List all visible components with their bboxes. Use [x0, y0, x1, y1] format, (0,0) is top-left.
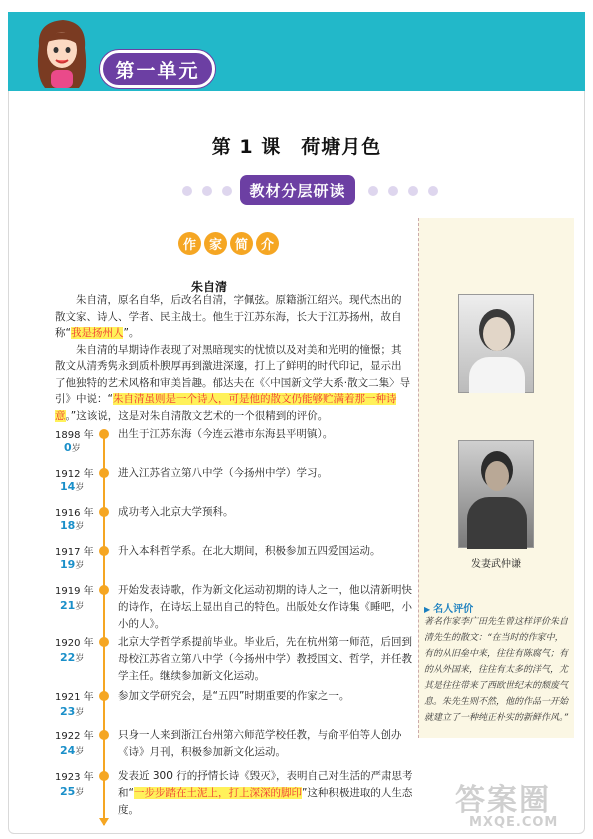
- timeline-text: 北京大学哲学系提前毕业。毕业后，先在杭州第一师范，后回到母校江苏省立第八中学（今扬州中学）教授国文、哲学，并任教学主任。继续参加新文化运动。: [118, 636, 412, 682]
- timeline-dot: [99, 585, 109, 595]
- timeline-age: 21岁: [60, 599, 85, 612]
- timeline-text: 只身一人来到浙江台州第六师范学校任教，与俞平伯等人创办《诗》月刊，积极参加新文化运动。: [118, 729, 402, 758]
- timeline-dot: [99, 637, 109, 647]
- author-intro-char: 介: [256, 232, 279, 255]
- header-band: [8, 8, 585, 91]
- timeline-text: 成功考入北京大学预科。: [118, 506, 234, 518]
- timeline-text: 出生于江苏东海（今连云港市东海县平明镇）。: [118, 428, 334, 440]
- bio-paragraph-1: 朱自清，原名自华，后改名自清，字佩弦。原籍浙江绍兴。现代杰出的散文家、诗人、学者、民主战士。他生于江苏东海，长大于江苏扬州，故自称“我是扬州人”。: [55, 294, 402, 339]
- timeline-age: 22岁: [60, 651, 85, 664]
- timeline-age: 0岁: [64, 441, 81, 454]
- timeline-dot: [99, 546, 109, 556]
- timeline-dot: [99, 771, 109, 781]
- timeline-year: 1916 年: [55, 508, 94, 519]
- timeline-age: 24岁: [60, 744, 85, 757]
- timeline-age: 18岁: [60, 519, 85, 532]
- timeline-line: [103, 430, 105, 825]
- author-portrait: [458, 294, 534, 393]
- review-heading: ▶ 名人评价: [424, 600, 473, 615]
- timeline-age: 14岁: [60, 480, 85, 493]
- timeline-dot: [99, 429, 109, 439]
- bio-name: 朱自清: [190, 280, 227, 294]
- watermark-logo: 答案圈 MXQE.COM: [455, 783, 559, 830]
- lesson-title: 第 1 课 荷塘月色: [211, 136, 382, 158]
- timeline-year: 1919 年: [55, 586, 94, 597]
- timeline-dot: [99, 507, 109, 517]
- timeline-dot: [99, 468, 109, 478]
- timeline-dot: [99, 691, 109, 701]
- timeline-arrow-icon: [99, 818, 109, 826]
- timeline-year: 1921 年: [55, 692, 94, 703]
- timeline-age: 23岁: [60, 705, 85, 718]
- timeline-text: 参加文学研究会，是“五四”时期重要的作家之一。: [118, 690, 350, 702]
- timeline-year: 1912 年: [55, 469, 94, 480]
- timeline-highlight: 一步步踏在土泥上，打上深深的脚印: [133, 787, 302, 799]
- unit-badge: 第一单元: [100, 50, 215, 88]
- bio-text: [55, 292, 411, 424]
- author-intro-char: 简: [230, 232, 253, 255]
- author-intro-char: 家: [204, 232, 227, 255]
- timeline-dot: [99, 730, 109, 740]
- timeline-year: 1898 年: [55, 430, 94, 441]
- timeline-year: 1920 年: [55, 638, 94, 649]
- timeline-age: 19岁: [60, 558, 85, 571]
- timeline-text: 进入江苏省立第八中学（今扬州中学）学习。: [118, 467, 328, 479]
- timeline-year: 1922 年: [55, 731, 94, 742]
- bio-highlight-1: 我是扬州人: [70, 327, 124, 339]
- girl-cartoon-icon: [33, 16, 91, 90]
- timeline-text: 发表近 300 行的抒情长诗《毁灭》，表明自己对生活的严肃思考和“一步步踏在土泥上，打上深深的脚印”这种积极进取的人生态度。: [118, 770, 413, 816]
- timeline-year: 1917 年: [55, 547, 94, 558]
- review-text: 著名作家李广田先生曾这样评价朱自清先生的散文：“在当时的作家中，有的从旧垒中来，往往有陈腐气；有的从外国来，往往有太多的洋气，尤其是往往带来了西欧世纪末的颓废气息。朱先生则不然，他的作品一开始就建立了一种纯正朴实的新鲜作风。”: [424, 617, 569, 723]
- photo-caption: 发妻武仲谦: [471, 559, 521, 570]
- author-intro-heading: [178, 232, 279, 255]
- bio-highlight-2: 朱自清虽则是一个诗人，可是他的散文仍能够贮满着那一种诗意: [55, 393, 397, 422]
- bio-paragraph-2: 朱自清的早期诗作表现了对黑暗现实的忧愤以及对美和光明的憧憬；其散文从清秀隽永到质朴腴厚再到激进深邃，打上了鲜明的时代印记，显示出了他独特的艺术风格和审美旨趣。郁达夫在《〈中国新文学大系·散文二集〉导引》中说：“朱自清虽则是一个诗人，可是他的散文仍能够贮满着那一种诗意。”这该说，这是对朱自清散文艺术的一个很精到的评价。: [55, 343, 411, 422]
- timeline-age: 25岁: [60, 785, 85, 798]
- timeline-year: 1923 年: [55, 772, 94, 783]
- wife-portrait: [458, 440, 534, 548]
- section-banner: 教材分层研读: [240, 175, 355, 205]
- author-intro-char: 作: [178, 232, 201, 255]
- timeline-text: 开始发表诗歌，作为新文化运动初期的诗人之一，他以清新明快的诗作，在诗坛上显出自己的特色。出版处女作诗集《睡吧，小小的人》。: [118, 584, 412, 630]
- decorative-dots-right: [368, 186, 438, 196]
- timeline-text: 升入本科哲学系。在北大期间，积极参加五四爱国运动。: [118, 545, 381, 557]
